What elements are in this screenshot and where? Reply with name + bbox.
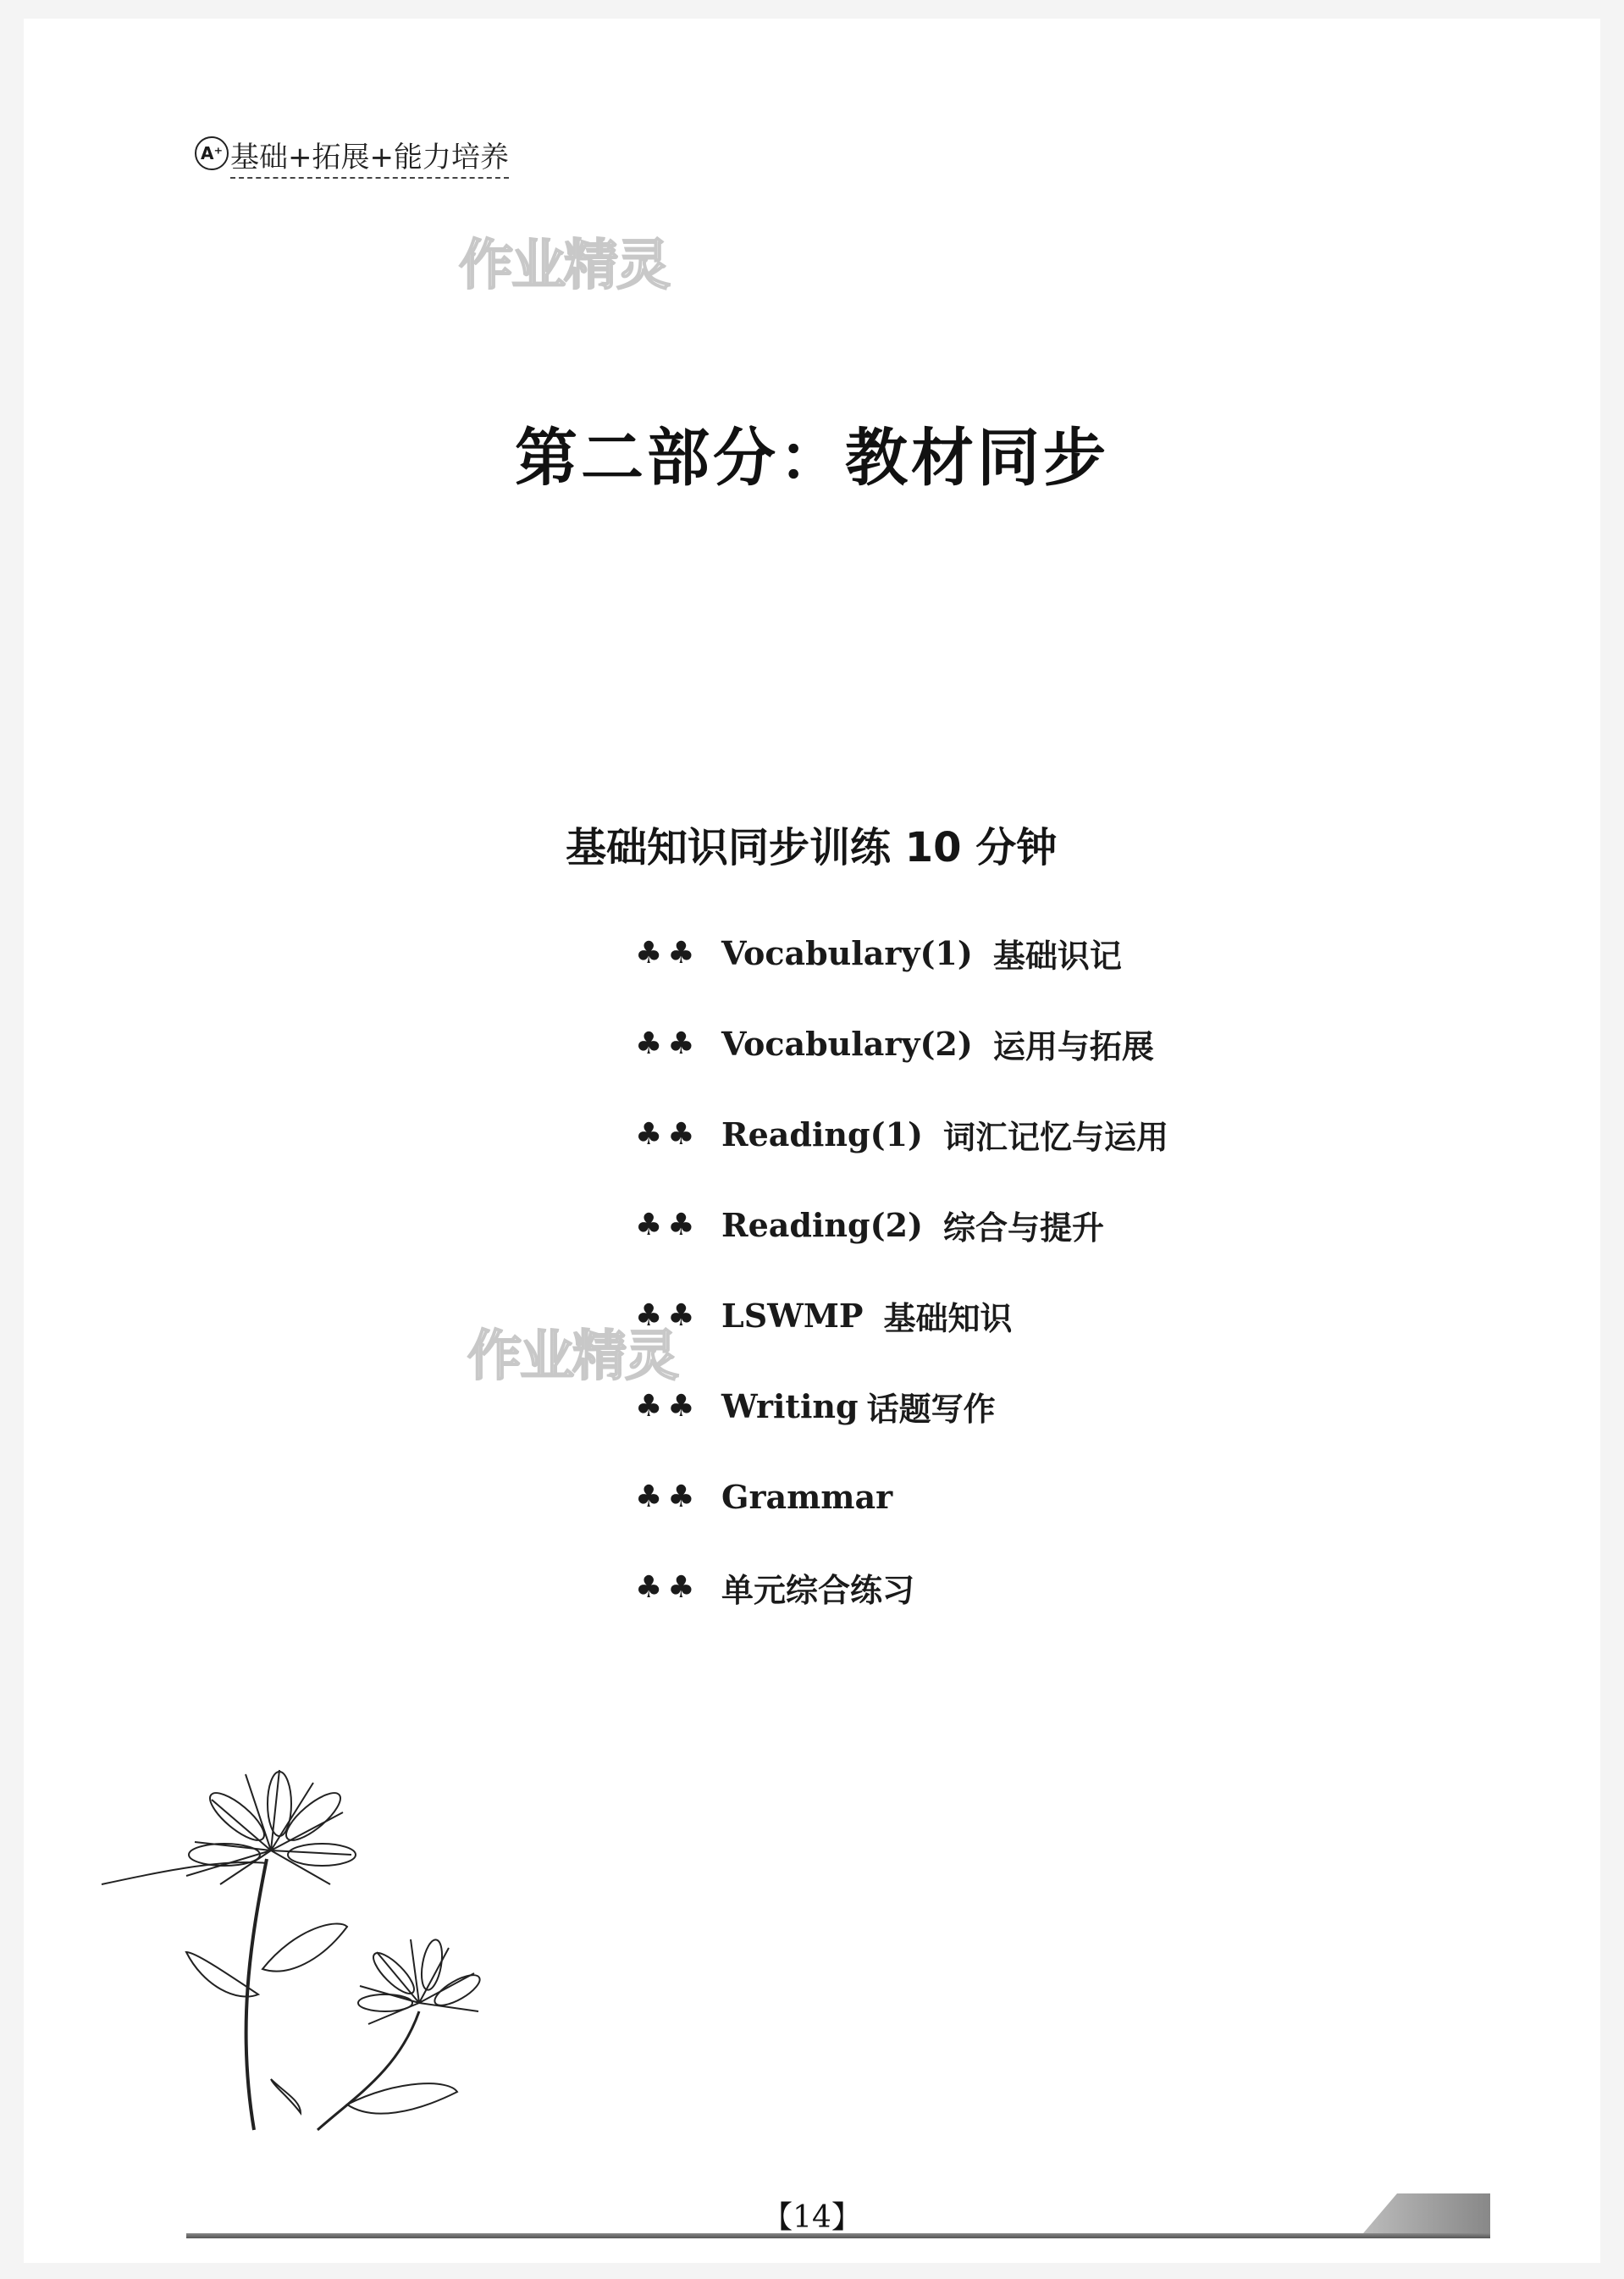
toc-item-chinese: 词汇记忆与运用 — [942, 1119, 1168, 1156]
clubs-icon: ♣♣ — [635, 1298, 700, 1333]
toc-item[interactable] — [635, 1270, 1168, 1361]
series-title: 基础+拓展+能力培养 — [230, 134, 509, 179]
toc-item-chinese: 运用与拓展 — [992, 1028, 1154, 1065]
toc-item[interactable] — [635, 908, 1168, 998]
clubs-icon: ♣♣ — [635, 1208, 700, 1242]
watermark: 作业精灵 — [459, 235, 669, 297]
toc-item-chinese: 基础识记 — [992, 938, 1122, 975]
toc-item[interactable] — [635, 1542, 1168, 1633]
clubs-icon: ♣♣ — [635, 1389, 700, 1424]
toc-item-chinese: 话题写作 — [866, 1391, 996, 1428]
toc-item-english: Reading(1) — [721, 1115, 923, 1153]
clubs-icon: ♣♣ — [635, 1026, 700, 1061]
clubs-icon: ♣♣ — [635, 1117, 700, 1152]
flower-illustration-icon — [93, 1757, 533, 2155]
toc-item-english: Grammar — [721, 1478, 893, 1516]
toc-item-chinese: 基础知识 — [883, 1300, 1013, 1337]
section-title: 基础知识同步训练 10 分钟 — [566, 824, 1058, 871]
table-of-contents — [635, 908, 1168, 1633]
clubs-icon: ♣♣ — [635, 1480, 700, 1514]
part-title: 第二部分：教材同步 — [515, 422, 1109, 495]
toc-item-english: LSWMP — [721, 1297, 864, 1335]
clubs-icon: ♣♣ — [635, 936, 700, 971]
running-header — [195, 134, 509, 179]
toc-item-chinese: 综合与提升 — [942, 1209, 1104, 1247]
watermark: 作业精灵 — [467, 1325, 677, 1388]
series-logo-icon: A⁺ — [195, 136, 229, 170]
clubs-icon: ♣♣ — [635, 1570, 700, 1605]
toc-item-english: Vocabulary(1) — [721, 934, 973, 972]
toc-item-english: Reading(2) — [721, 1206, 923, 1244]
toc-item[interactable] — [635, 1089, 1168, 1180]
toc-item[interactable] — [635, 1180, 1168, 1270]
toc-item[interactable] — [635, 998, 1168, 1089]
toc-item-english: Writing — [721, 1387, 859, 1425]
toc-item[interactable] — [635, 1361, 1168, 1452]
page-number: 【14】 — [762, 2200, 862, 2235]
toc-item[interactable] — [635, 1452, 1168, 1542]
toc-item-chinese: 单元综合练习 — [721, 1572, 915, 1609]
toc-item-english: Vocabulary(2) — [721, 1025, 973, 1063]
